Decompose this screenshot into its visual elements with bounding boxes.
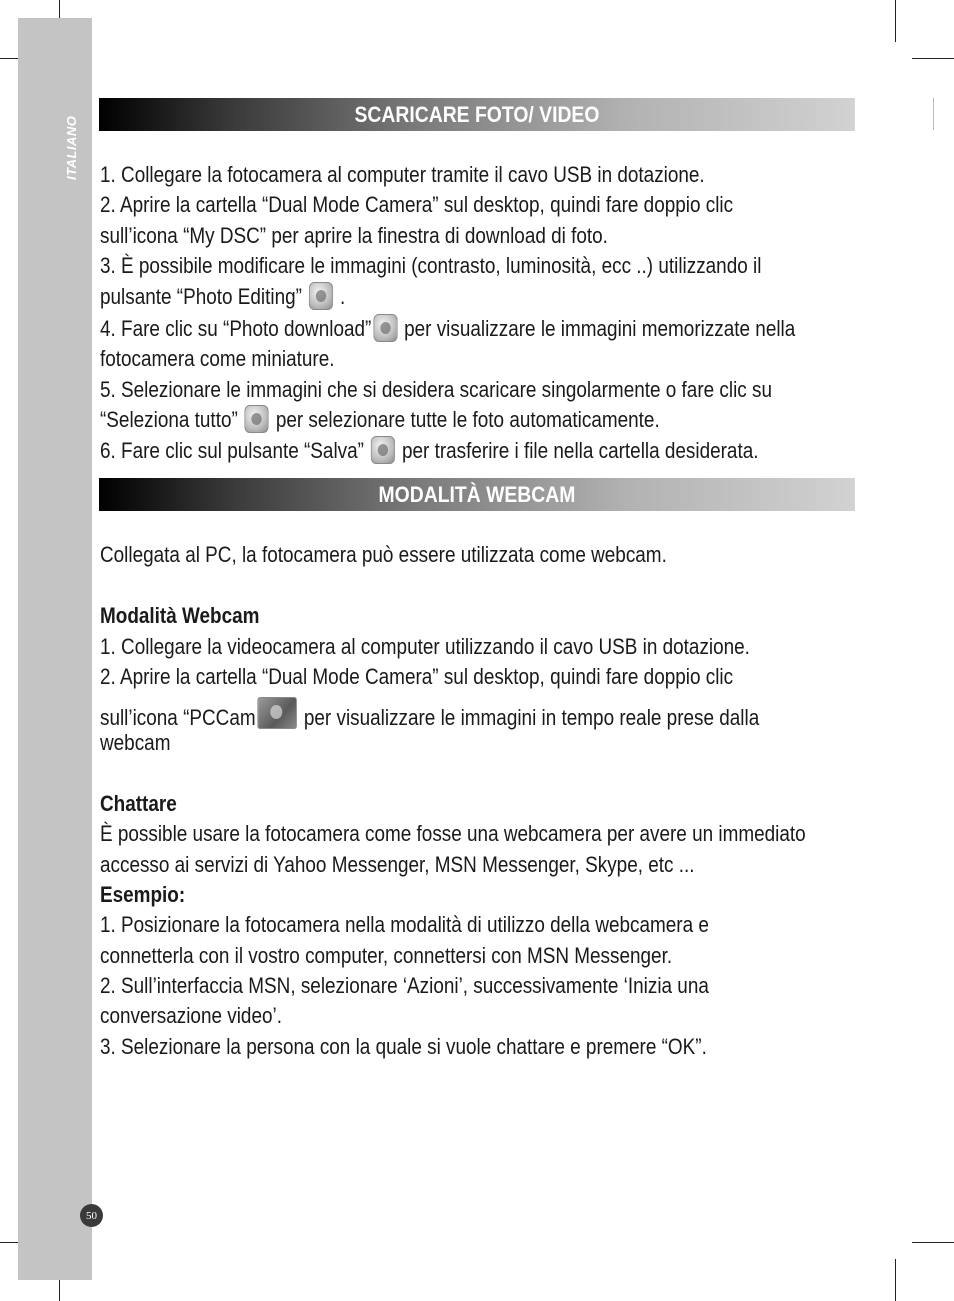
save-icon	[371, 436, 395, 464]
select-all-icon	[245, 405, 269, 433]
text-line: 1. Collegare la fotocamera al computer tramite il cavo USB in dotazione.	[100, 162, 705, 187]
crop-mark	[912, 58, 954, 59]
text-line: accesso ai servizi di Yahoo Messenger, MSN Messenger, Skype, etc ...	[100, 852, 695, 877]
section-title: SCARICARE FOTO/ VIDEO	[354, 101, 600, 127]
side-band	[18, 18, 92, 1280]
text-fragment: 6. Fare clic sul pulsante “Salva”	[100, 438, 364, 463]
text-fragment: per selezionare tutte le foto automaticamente.	[275, 407, 660, 432]
text-fragment: pulsante “Photo Editing”	[100, 284, 302, 309]
text-line: 2. Aprire la cartella “Dual Mode Camera” sul desktop, quindi fare doppio clic	[100, 192, 734, 217]
text-line: 2. Aprire la cartella “Dual Mode Camera” sul desktop, quindi fare doppio clic	[100, 664, 734, 689]
pccam-icon	[257, 697, 297, 729]
text-fragment: .	[340, 284, 346, 309]
crop-mark	[895, 1259, 896, 1301]
text-line: 1. Collegare la videocamera al computer utilizzando il cavo USB in dotazione.	[100, 634, 750, 659]
text-line: 2. Sull’interfaccia MSN, selezionare ‘Azioni’, successivamente ‘Inizia una	[100, 973, 709, 998]
text-line: 3. Selezionare la persona con la quale si vuole chattare e premere “OK”.	[100, 1034, 707, 1059]
text-line	[100, 436, 758, 466]
text-line	[100, 405, 660, 435]
text-line	[100, 282, 345, 312]
page-number: 50	[80, 1204, 103, 1227]
subheading: Modalità Webcam	[100, 603, 260, 628]
text-line: connetterla con il vostro computer, connettersi con MSN Messenger.	[100, 943, 673, 968]
photo-editing-icon	[309, 282, 333, 310]
text-line	[100, 314, 795, 344]
text-fragment: sull’icona “PCCam	[100, 705, 256, 730]
text-fragment: per visualizzare le immagini memorizzate nella	[404, 316, 796, 341]
text-fragment: “Seleziona tutto”	[100, 407, 238, 432]
language-label: ITALIANO	[64, 115, 79, 180]
crop-mark	[933, 98, 934, 130]
text-fragment: per trasferire i file nella cartella desiderata.	[401, 438, 759, 463]
text-line: fotocamera come miniature.	[100, 346, 335, 371]
text-line: 5. Selezionare le immagini che si desidera scaricare singolarmente o fare clic su	[100, 377, 772, 402]
subheading: Esempio:	[100, 882, 186, 907]
section-header-webcam	[99, 478, 855, 511]
photo-download-icon	[373, 314, 397, 342]
crop-mark	[895, 0, 896, 42]
section-title: MODALITÀ WEBCAM	[378, 481, 576, 507]
text-fragment: 4. Fare clic su “Photo download”	[100, 316, 372, 341]
subheading: Chattare	[100, 791, 177, 816]
crop-mark	[912, 1242, 954, 1243]
text-line: 1. Posizionare la fotocamera nella modalità di utilizzo della webcamera e	[100, 912, 709, 937]
text-line: sull’icona “My DSC” per aprire la finestra di download di foto.	[100, 223, 608, 248]
text-line: conversazione video’.	[100, 1003, 282, 1028]
text-line: webcam	[100, 730, 171, 755]
text-line: 3. È possibile modificare le immagini (contrasto, luminosità, ecc ..) utilizzando il	[100, 253, 762, 278]
text-fragment: per visualizzare le immagini in tempo reale prese dalla	[303, 705, 760, 730]
text-line: Collegata al PC, la fotocamera può essere utilizzata come webcam.	[100, 542, 667, 567]
section-header-download	[99, 98, 855, 131]
text-line	[100, 697, 759, 733]
text-line: È possible usare la fotocamera come fosse una webcamera per avere un immediato	[100, 821, 806, 846]
